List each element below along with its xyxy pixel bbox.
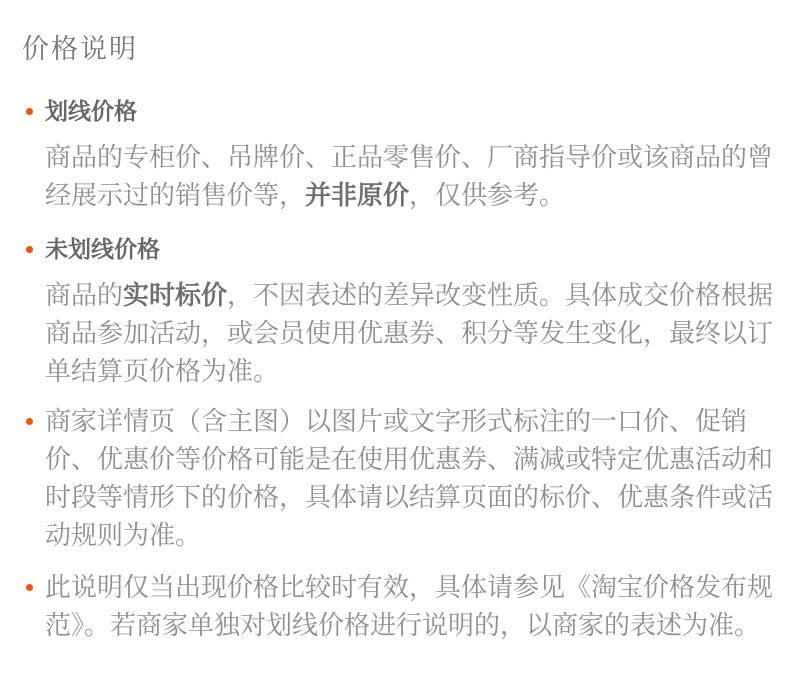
section-heading-strikethrough-price: 划线价格 (45, 98, 137, 124)
section-content (45, 402, 785, 554)
body-text: ，不因表述的差异改变性质。具体成交价格根据商品参加活动，或会员使用优惠券、积分等发生变化，最终以订单结算页价格为准。 (45, 280, 774, 386)
bullet-dot-icon (26, 584, 33, 591)
body-text: ，仅供参考。 (409, 180, 566, 210)
section-body (45, 138, 785, 214)
section-unstrikethrough-price (22, 234, 785, 390)
bullet-column (22, 96, 45, 115)
bullet-column (22, 568, 45, 591)
section-merchant-detail-page-note (22, 402, 785, 554)
bullet-dot-icon (26, 246, 33, 253)
section-content (45, 234, 785, 390)
body-text: 商品的专柜价、吊牌价、正品零售价、厂商指导价或该商品的曾经展示过的销售价等， (45, 142, 774, 210)
section-validity-note (22, 568, 785, 644)
bullet-column (22, 234, 45, 253)
bullet-dot-icon (26, 108, 33, 115)
body-text-emphasis: 实时标价 (123, 280, 228, 310)
bullet-dot-icon (26, 418, 33, 425)
section-body (45, 276, 785, 390)
section-body (45, 402, 785, 554)
body-text-emphasis: 并非原价 (305, 180, 410, 210)
page-title: 价格说明 (22, 34, 138, 64)
bullet-column (22, 402, 45, 425)
body-text: 此说明仅当出现价格比较时有效，具体请参见《淘宝价格发布规范》。若商家单独对划线价格进行说明的，以商家的表述为准。 (45, 572, 774, 640)
section-heading-unstrikethrough-price: 未划线价格 (45, 236, 160, 262)
section-content (45, 568, 785, 644)
section-strikethrough-price (22, 96, 785, 214)
body-text: 商品的 (45, 280, 124, 310)
body-text: 商家详情页（含主图）以图片或文字形式标注的一口价、促销价、优惠价等价格可能是在使用优惠券、满减或特定优惠活动和时段等情形下的价格，具体请以结算页面的标价、优惠条件或活动规则为准。 (45, 406, 774, 550)
section-content (45, 96, 785, 214)
section-body (45, 568, 785, 644)
